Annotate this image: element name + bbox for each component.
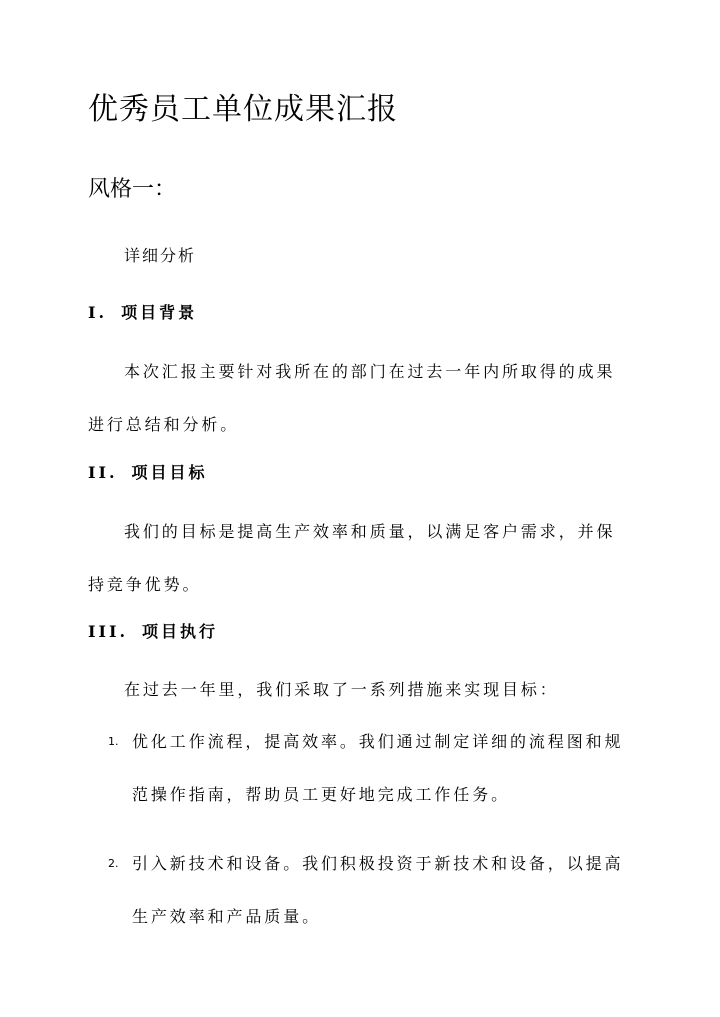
list-item-text: 引入新技术和设备。我们积极投资于新技术和设备，以提高生产效率和产品质量。 [132, 854, 624, 926]
list-marker: 2. [108, 857, 119, 870]
section-paragraph-execution: 在过去一年里，我们采取了一系列措施来实现目标： [124, 680, 559, 699]
section-heading-goals [88, 460, 208, 483]
section-number: I. [88, 303, 108, 322]
document-title: 优秀员工单位成果汇报 [88, 92, 398, 127]
style-heading: 风格一： [88, 177, 177, 202]
section-number: II. [88, 463, 118, 482]
section-title: 项目目标 [131, 463, 208, 482]
section-title: 项目执行 [142, 622, 219, 641]
section-paragraph-background: 本次汇报主要针对我所在的部门在过去一年内所取得的成果进行总结和分析。 [88, 362, 616, 434]
subtitle: 详细分析 [124, 246, 197, 265]
section-number: III. [88, 622, 129, 641]
section-paragraph-goals: 我们的目标是提高生产效率和质量，以满足客户需求，并保持竞争优势。 [88, 522, 616, 594]
list-item-text: 优化工作流程，提高效率。我们通过制定详细的流程图和规范操作指南，帮助员工更好地完成工作任务。 [132, 732, 624, 804]
section-heading-execution [88, 619, 218, 642]
list-item [108, 837, 638, 943]
section-heading-background [88, 300, 197, 323]
list-item [108, 715, 638, 821]
execution-measures-list [108, 715, 638, 959]
list-marker: 1. [108, 735, 119, 748]
section-title: 项目背景 [121, 303, 198, 322]
